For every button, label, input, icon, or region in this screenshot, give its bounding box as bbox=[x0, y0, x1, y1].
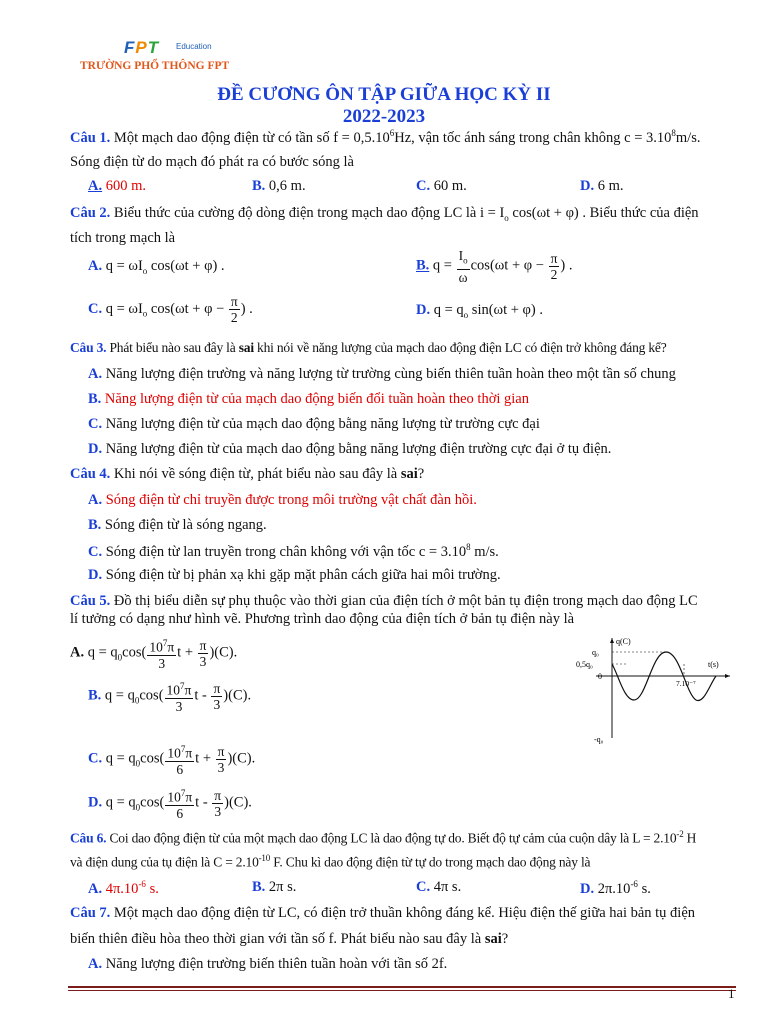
graph-x-arrow bbox=[725, 674, 730, 678]
q6-option-c: C. 4π s. bbox=[416, 879, 462, 895]
question-1: Câu 1. Một mạch dao động điện từ có tần số $f = 0,5.10^6Hz$, vận tốc ánh sáng trong chân không $c = 3.10^8m/s$. bbox=[70, 128, 701, 146]
question-6-line2: và điện dung của tụ điện là $C = 2.10^{-10}$ F. Chu kì dao động điện từ tự do trong mạch dao động này là bbox=[70, 853, 591, 870]
footer-rule bbox=[68, 986, 736, 988]
document-title: ĐỀ CƯƠNG ÔN TẬP GIỮA HỌC KỲ II bbox=[217, 84, 551, 105]
graph-q0-label: q₀ bbox=[592, 648, 599, 657]
graph-t-mark: 7.10⁻⁷ bbox=[676, 679, 696, 688]
q6-option-d: D. $2\pi.10^{-6}$ s. bbox=[580, 879, 651, 897]
page-number: 1 bbox=[728, 986, 735, 1001]
education-label: Education bbox=[176, 42, 212, 51]
question-5: Câu 5. Đồ thị biểu diễn sự phụ thuộc vào thời gian của điện tích ở một bản tụ điện trong mạch dao động LC bbox=[70, 593, 698, 609]
q5-option-b: B. $q = q_0\cos$( $\frac{10^7\pi}{3}$ t - $\frac{\pi}{3}$ )(C). bbox=[88, 680, 252, 714]
charge-time-graph bbox=[576, 634, 736, 744]
question-1-line2: Sóng điện từ do mạch đó phát ra có bước sóng là bbox=[70, 154, 354, 170]
q4-option-d: D. Sóng điện từ bị phản xạ khi gặp mặt phân cách giữa hai môi trường. bbox=[88, 567, 501, 583]
school-logo bbox=[80, 38, 250, 84]
q2-option-b: B. q = $\frac{I_o}{\omega}$ cos(ωt + φ − $\frac{\pi}{2}$ ) . bbox=[416, 248, 573, 285]
q6-option-a: A. $4\pi.10^{-6}$ s. bbox=[88, 879, 159, 897]
q1-option-c: C. 60 m. bbox=[416, 178, 467, 194]
question-4: Câu 4. Khi nói về sóng điện từ, phát biểu nào sau đây là sai? bbox=[70, 466, 425, 482]
q4-option-c: C. Sóng điện từ lan truyền trong chân không với vận tốc $c = 3.10^8$ m/s. bbox=[88, 542, 499, 560]
q5-option-d: D. $q = q_0\cos$( $\frac{10^7\pi}{6}$ t - $\frac{\pi}{3}$ )(C). bbox=[88, 787, 252, 821]
graph-neg-q0-label: -q₀ bbox=[594, 735, 604, 744]
graph-y-arrow bbox=[610, 638, 614, 643]
q4-option-b: B. Sóng điện từ là sóng ngang. bbox=[88, 517, 267, 533]
question-7-line2: biến thiên điều hòa theo thời gian với tần số f. Phát biểu nào sau đây là sai? bbox=[70, 931, 509, 947]
question-2: Câu 2. Biểu thức của cường độ dòng điện trong mạch dao động LC là $i = I_o$ cos(ωt + φ) . Biểu thức của điện bbox=[70, 205, 699, 223]
q3-option-b: B. Năng lượng điện từ của mạch dao động biến đổi tuần hoàn theo thời gian bbox=[88, 391, 529, 407]
q2-option-d: D. $q = q_o$ sin(ωt + φ) . bbox=[416, 302, 543, 320]
fpt-logo: FPT bbox=[124, 38, 160, 57]
q6-option-b: B. 2π s. bbox=[252, 879, 297, 895]
school-name: TRƯỜNG PHỔ THÔNG FPT bbox=[80, 60, 230, 72]
graph-t-label: t(s) bbox=[708, 660, 719, 669]
question-6: Câu 6. Coi dao động điện từ của một mạch dao động LC là dao động tự do. Biết độ tự cảm của cuộn dây là $L = 2.10^{-2}$ H bbox=[70, 829, 697, 846]
q2-option-a: A. $q = \omega I_o$ cos(ωt + φ) . bbox=[88, 258, 225, 276]
graph-half-label: 0,5q₀ bbox=[576, 660, 593, 669]
footer-rule-thin bbox=[68, 990, 736, 991]
q1-option-a: A. 600 m. bbox=[88, 178, 147, 194]
q5-option-a: A. $q = q_0\cos$( $\frac{10^7\pi}{3}$ t + $\frac{\pi}{3}$ )(C). bbox=[70, 637, 238, 671]
q4-option-a: A. Sóng điện từ chỉ truyền được trong môi trường vật chất đàn hồi. bbox=[88, 492, 477, 508]
question-2-line2: tích trong mạch là bbox=[70, 230, 176, 246]
q3-option-d: D. Năng lượng điện từ của mạch dao động bằng năng lượng điện trường cực đại ở tụ điện. bbox=[88, 441, 612, 457]
graph-y-label: q(C) bbox=[616, 637, 631, 646]
q3-option-a: A. Năng lượng điện trường và năng lượng từ trường cùng biến thiên tuần hoàn theo một tần số chung bbox=[88, 366, 676, 382]
q1-option-d: D. 6 m. bbox=[580, 178, 624, 194]
q3-option-c: C. Năng lượng điện từ của mạch dao động bằng năng lượng từ trường cực đại bbox=[88, 416, 540, 432]
q7-option-a: A. Năng lượng điện trường biến thiên tuần hoàn với tần số 2f. bbox=[88, 956, 448, 972]
q2-option-c: C. $q = \omega I_o$ cos(ωt + φ − $\frac{\pi}{2}$ ) . bbox=[88, 294, 253, 325]
question-7: Câu 7. Một mạch dao động điện từ LC, có điện trở thuần không đáng kể. Hiệu điện thế giữa hai bản tụ điện bbox=[70, 905, 696, 921]
document-year: 2022-2023 bbox=[342, 106, 426, 127]
question-3: Câu 3. Phát biểu nào sau đây là sai khi nói về năng lượng của mạch dao động điện LC có điện trở không đáng kể? bbox=[70, 340, 667, 355]
q1-option-b: B. 0,6 m. bbox=[252, 178, 306, 194]
graph-zero-label: 0 bbox=[598, 672, 602, 681]
q5-option-c: C. $q = q_0\cos$( $\frac{10^7\pi}{6}$ t + $\frac{\pi}{3}$ )(C). bbox=[88, 743, 256, 777]
question-5-line2: lí tưởng có dạng như hình vẽ. Phương trình dao động của điện tích ở bản tụ điện này là bbox=[70, 611, 575, 627]
